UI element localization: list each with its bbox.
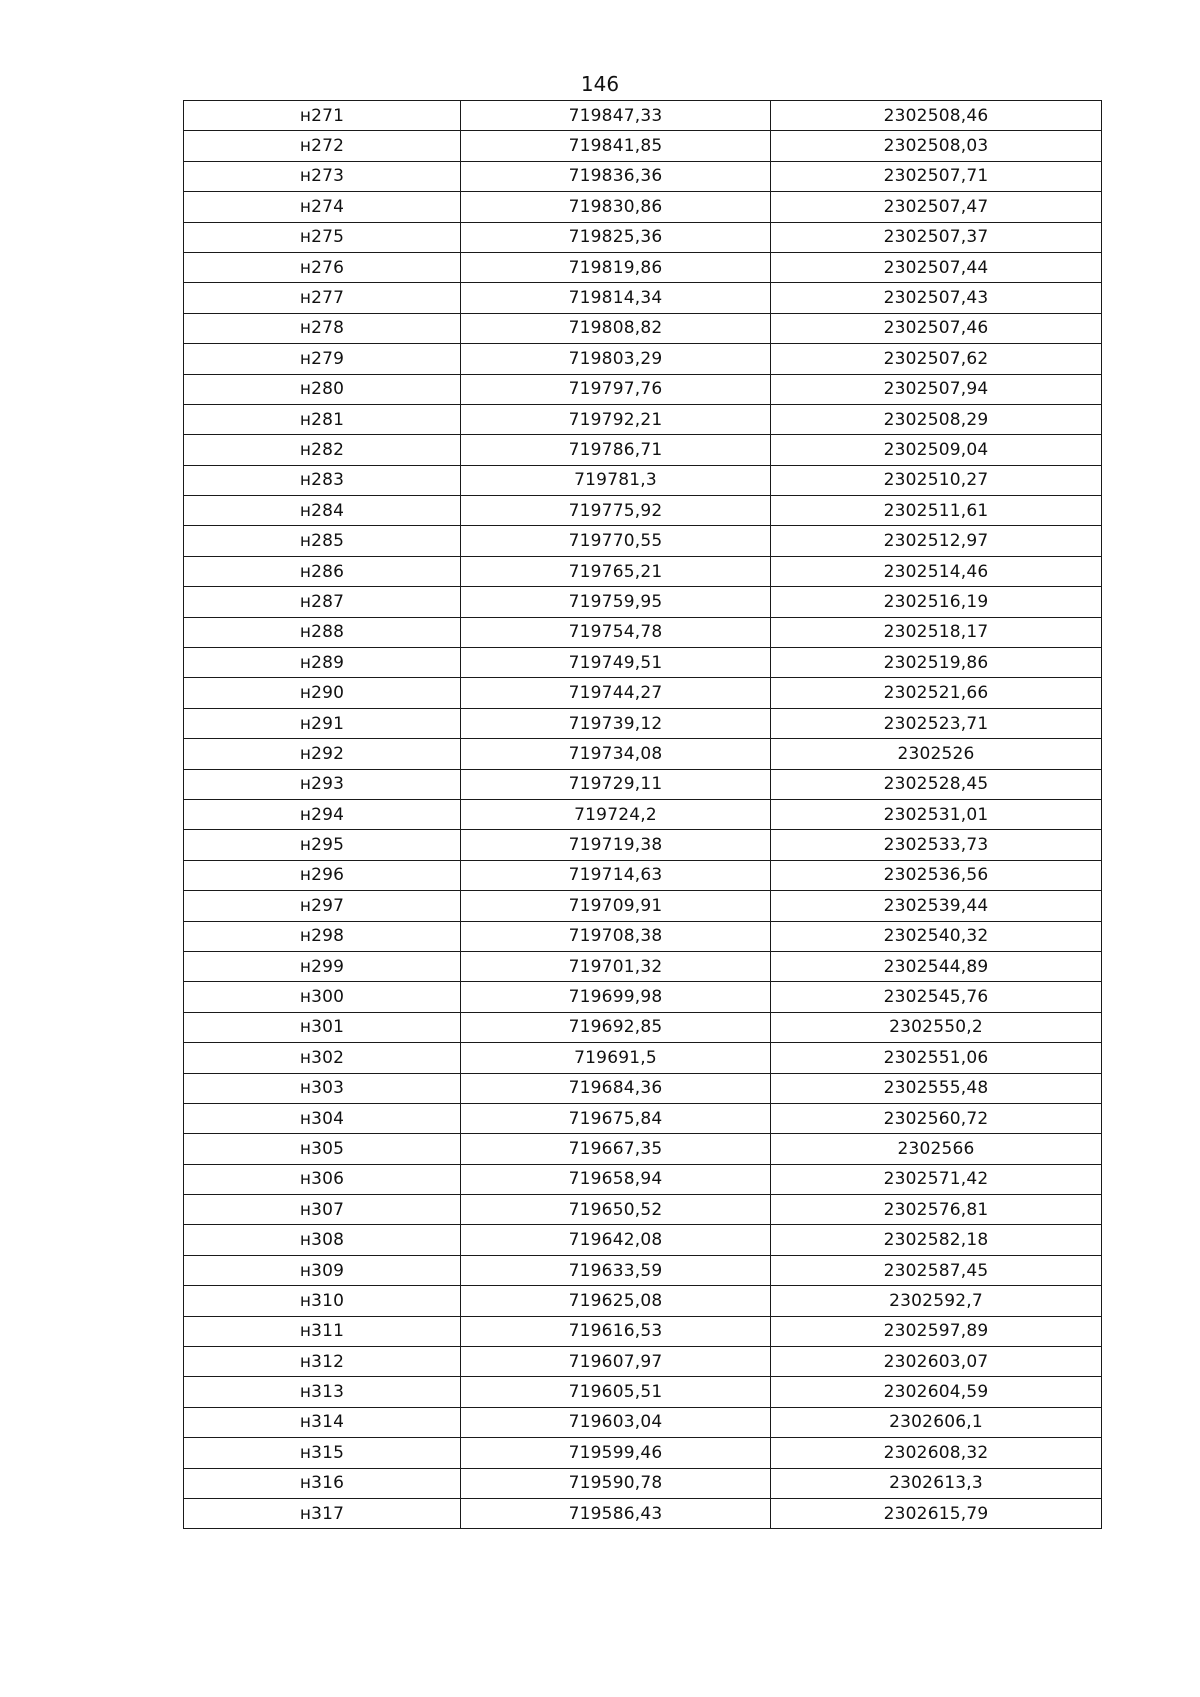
point-id-cell: н289 [184, 648, 461, 678]
y-coordinate-cell: 2302518,17 [771, 617, 1102, 647]
point-id-cell: н283 [184, 465, 461, 495]
x-coordinate-cell: 719590,78 [461, 1468, 771, 1498]
point-id-cell: н274 [184, 192, 461, 222]
table-row [184, 496, 1102, 526]
x-coordinate-cell: 719786,71 [461, 435, 771, 465]
y-coordinate-cell: 2302555,48 [771, 1073, 1102, 1103]
point-id-cell: н307 [184, 1195, 461, 1225]
point-id-cell: н294 [184, 799, 461, 829]
point-id-cell: н316 [184, 1468, 461, 1498]
y-coordinate-cell: 2302615,79 [771, 1498, 1102, 1528]
table-row [184, 1103, 1102, 1133]
point-id-cell: н303 [184, 1073, 461, 1103]
table-row [184, 1377, 1102, 1407]
x-coordinate-cell: 719586,43 [461, 1498, 771, 1528]
y-coordinate-cell: 2302507,44 [771, 252, 1102, 282]
point-id-cell: н273 [184, 161, 461, 191]
x-coordinate-cell: 719770,55 [461, 526, 771, 556]
x-coordinate-cell: 719825,36 [461, 222, 771, 252]
table-row [184, 1407, 1102, 1437]
table-row [184, 1195, 1102, 1225]
x-coordinate-cell: 719765,21 [461, 556, 771, 586]
point-id-cell: н271 [184, 101, 461, 131]
x-coordinate-cell: 719797,76 [461, 374, 771, 404]
x-coordinate-cell: 719692,85 [461, 1012, 771, 1042]
x-coordinate-cell: 719781,3 [461, 465, 771, 495]
y-coordinate-cell: 2302587,45 [771, 1255, 1102, 1285]
x-coordinate-cell: 719603,04 [461, 1407, 771, 1437]
x-coordinate-cell: 719729,11 [461, 769, 771, 799]
table-row [184, 951, 1102, 981]
x-coordinate-cell: 719819,86 [461, 252, 771, 282]
y-coordinate-cell: 2302582,18 [771, 1225, 1102, 1255]
x-coordinate-cell: 719658,94 [461, 1164, 771, 1194]
y-coordinate-cell: 2302516,19 [771, 587, 1102, 617]
y-coordinate-cell: 2302508,03 [771, 131, 1102, 161]
table-row [184, 101, 1102, 131]
x-coordinate-cell: 719625,08 [461, 1286, 771, 1316]
point-id-cell: н312 [184, 1347, 461, 1377]
point-id-cell: н280 [184, 374, 461, 404]
y-coordinate-cell: 2302528,45 [771, 769, 1102, 799]
point-id-cell: н291 [184, 708, 461, 738]
y-coordinate-cell: 2302571,42 [771, 1164, 1102, 1194]
point-id-cell: н278 [184, 313, 461, 343]
x-coordinate-cell: 719719,38 [461, 830, 771, 860]
y-coordinate-cell: 2302613,3 [771, 1468, 1102, 1498]
coordinates-table-body [184, 101, 1102, 1529]
y-coordinate-cell: 2302540,32 [771, 921, 1102, 951]
y-coordinate-cell: 2302592,7 [771, 1286, 1102, 1316]
table-row [184, 465, 1102, 495]
point-id-cell: н306 [184, 1164, 461, 1194]
table-row [184, 1316, 1102, 1346]
table-row [184, 648, 1102, 678]
x-coordinate-cell: 719744,27 [461, 678, 771, 708]
x-coordinate-cell: 719836,36 [461, 161, 771, 191]
table-row [184, 1225, 1102, 1255]
y-coordinate-cell: 2302519,86 [771, 648, 1102, 678]
table-row [184, 1043, 1102, 1073]
x-coordinate-cell: 719684,36 [461, 1073, 771, 1103]
point-id-cell: н310 [184, 1286, 461, 1316]
table-row [184, 891, 1102, 921]
table-row [184, 1286, 1102, 1316]
table-row [184, 1134, 1102, 1164]
y-coordinate-cell: 2302604,59 [771, 1377, 1102, 1407]
y-coordinate-cell: 2302512,97 [771, 526, 1102, 556]
table-row [184, 1438, 1102, 1468]
table-row [184, 161, 1102, 191]
x-coordinate-cell: 719724,2 [461, 799, 771, 829]
table-row [184, 1255, 1102, 1285]
x-coordinate-cell: 719792,21 [461, 404, 771, 434]
point-id-cell: н285 [184, 526, 461, 556]
point-id-cell: н275 [184, 222, 461, 252]
y-coordinate-cell: 2302545,76 [771, 982, 1102, 1012]
point-id-cell: н308 [184, 1225, 461, 1255]
point-id-cell: н284 [184, 496, 461, 526]
table-row [184, 374, 1102, 404]
x-coordinate-cell: 719650,52 [461, 1195, 771, 1225]
point-id-cell: н282 [184, 435, 461, 465]
y-coordinate-cell: 2302510,27 [771, 465, 1102, 495]
point-id-cell: н314 [184, 1407, 461, 1437]
y-coordinate-cell: 2302507,71 [771, 161, 1102, 191]
table-row [184, 708, 1102, 738]
y-coordinate-cell: 2302539,44 [771, 891, 1102, 921]
point-id-cell: н293 [184, 769, 461, 799]
point-id-cell: н292 [184, 739, 461, 769]
y-coordinate-cell: 2302523,71 [771, 708, 1102, 738]
y-coordinate-cell: 2302526 [771, 739, 1102, 769]
y-coordinate-cell: 2302521,66 [771, 678, 1102, 708]
table-row [184, 860, 1102, 890]
table-row [184, 830, 1102, 860]
x-coordinate-cell: 719754,78 [461, 617, 771, 647]
table-row [184, 313, 1102, 343]
point-id-cell: н276 [184, 252, 461, 282]
point-id-cell: н296 [184, 860, 461, 890]
x-coordinate-cell: 719605,51 [461, 1377, 771, 1407]
point-id-cell: н315 [184, 1438, 461, 1468]
y-coordinate-cell: 2302507,43 [771, 283, 1102, 313]
point-id-cell: н287 [184, 587, 461, 617]
table-row [184, 1073, 1102, 1103]
y-coordinate-cell: 2302508,29 [771, 404, 1102, 434]
y-coordinate-cell: 2302533,73 [771, 830, 1102, 860]
point-id-cell: н272 [184, 131, 461, 161]
table-row [184, 799, 1102, 829]
table-row [184, 192, 1102, 222]
table-row [184, 1347, 1102, 1377]
point-id-cell: н304 [184, 1103, 461, 1133]
coordinates-table [183, 100, 1102, 1529]
table-row [184, 435, 1102, 465]
point-id-cell: н313 [184, 1377, 461, 1407]
table-row [184, 1012, 1102, 1042]
x-coordinate-cell: 719633,59 [461, 1255, 771, 1285]
point-id-cell: н301 [184, 1012, 461, 1042]
table-row [184, 617, 1102, 647]
x-coordinate-cell: 719599,46 [461, 1438, 771, 1468]
y-coordinate-cell: 2302606,1 [771, 1407, 1102, 1437]
table-row [184, 769, 1102, 799]
table-row [184, 556, 1102, 586]
point-id-cell: н298 [184, 921, 461, 951]
point-id-cell: н295 [184, 830, 461, 860]
table-row [184, 587, 1102, 617]
table-row [184, 252, 1102, 282]
y-coordinate-cell: 2302508,46 [771, 101, 1102, 131]
y-coordinate-cell: 2302566 [771, 1134, 1102, 1164]
point-id-cell: н299 [184, 951, 461, 981]
y-coordinate-cell: 2302551,06 [771, 1043, 1102, 1073]
x-coordinate-cell: 719708,38 [461, 921, 771, 951]
x-coordinate-cell: 719616,53 [461, 1316, 771, 1346]
table-row [184, 982, 1102, 1012]
table-row [184, 1468, 1102, 1498]
table-row [184, 404, 1102, 434]
x-coordinate-cell: 719749,51 [461, 648, 771, 678]
x-coordinate-cell: 719775,92 [461, 496, 771, 526]
point-id-cell: н311 [184, 1316, 461, 1346]
point-id-cell: н305 [184, 1134, 461, 1164]
x-coordinate-cell: 719841,85 [461, 131, 771, 161]
y-coordinate-cell: 2302507,46 [771, 313, 1102, 343]
point-id-cell: н317 [184, 1498, 461, 1528]
y-coordinate-cell: 2302550,2 [771, 1012, 1102, 1042]
y-coordinate-cell: 2302608,32 [771, 1438, 1102, 1468]
point-id-cell: н302 [184, 1043, 461, 1073]
x-coordinate-cell: 719642,08 [461, 1225, 771, 1255]
x-coordinate-cell: 719701,32 [461, 951, 771, 981]
y-coordinate-cell: 2302507,94 [771, 374, 1102, 404]
x-coordinate-cell: 719739,12 [461, 708, 771, 738]
y-coordinate-cell: 2302531,01 [771, 799, 1102, 829]
table-row [184, 921, 1102, 951]
x-coordinate-cell: 719607,97 [461, 1347, 771, 1377]
y-coordinate-cell: 2302509,04 [771, 435, 1102, 465]
x-coordinate-cell: 719667,35 [461, 1134, 771, 1164]
table-row [184, 526, 1102, 556]
table-row [184, 344, 1102, 374]
x-coordinate-cell: 719675,84 [461, 1103, 771, 1133]
y-coordinate-cell: 2302514,46 [771, 556, 1102, 586]
table-row [184, 1498, 1102, 1528]
y-coordinate-cell: 2302507,47 [771, 192, 1102, 222]
y-coordinate-cell: 2302507,62 [771, 344, 1102, 374]
x-coordinate-cell: 719699,98 [461, 982, 771, 1012]
x-coordinate-cell: 719814,34 [461, 283, 771, 313]
x-coordinate-cell: 719830,86 [461, 192, 771, 222]
table-row [184, 131, 1102, 161]
point-id-cell: н279 [184, 344, 461, 374]
table-row [184, 678, 1102, 708]
point-id-cell: н290 [184, 678, 461, 708]
point-id-cell: н286 [184, 556, 461, 586]
y-coordinate-cell: 2302507,37 [771, 222, 1102, 252]
table-row [184, 222, 1102, 252]
x-coordinate-cell: 719734,08 [461, 739, 771, 769]
y-coordinate-cell: 2302576,81 [771, 1195, 1102, 1225]
y-coordinate-cell: 2302536,56 [771, 860, 1102, 890]
point-id-cell: н288 [184, 617, 461, 647]
point-id-cell: н309 [184, 1255, 461, 1285]
x-coordinate-cell: 719847,33 [461, 101, 771, 131]
y-coordinate-cell: 2302597,89 [771, 1316, 1102, 1346]
x-coordinate-cell: 719714,63 [461, 860, 771, 890]
table-row [184, 283, 1102, 313]
page-number: 146 [580, 72, 620, 96]
table-row [184, 1164, 1102, 1194]
x-coordinate-cell: 719709,91 [461, 891, 771, 921]
x-coordinate-cell: 719803,29 [461, 344, 771, 374]
y-coordinate-cell: 2302511,61 [771, 496, 1102, 526]
x-coordinate-cell: 719759,95 [461, 587, 771, 617]
point-id-cell: н300 [184, 982, 461, 1012]
x-coordinate-cell: 719691,5 [461, 1043, 771, 1073]
y-coordinate-cell: 2302560,72 [771, 1103, 1102, 1133]
x-coordinate-cell: 719808,82 [461, 313, 771, 343]
y-coordinate-cell: 2302544,89 [771, 951, 1102, 981]
point-id-cell: н297 [184, 891, 461, 921]
table-row [184, 739, 1102, 769]
point-id-cell: н281 [184, 404, 461, 434]
y-coordinate-cell: 2302603,07 [771, 1347, 1102, 1377]
point-id-cell: н277 [184, 283, 461, 313]
